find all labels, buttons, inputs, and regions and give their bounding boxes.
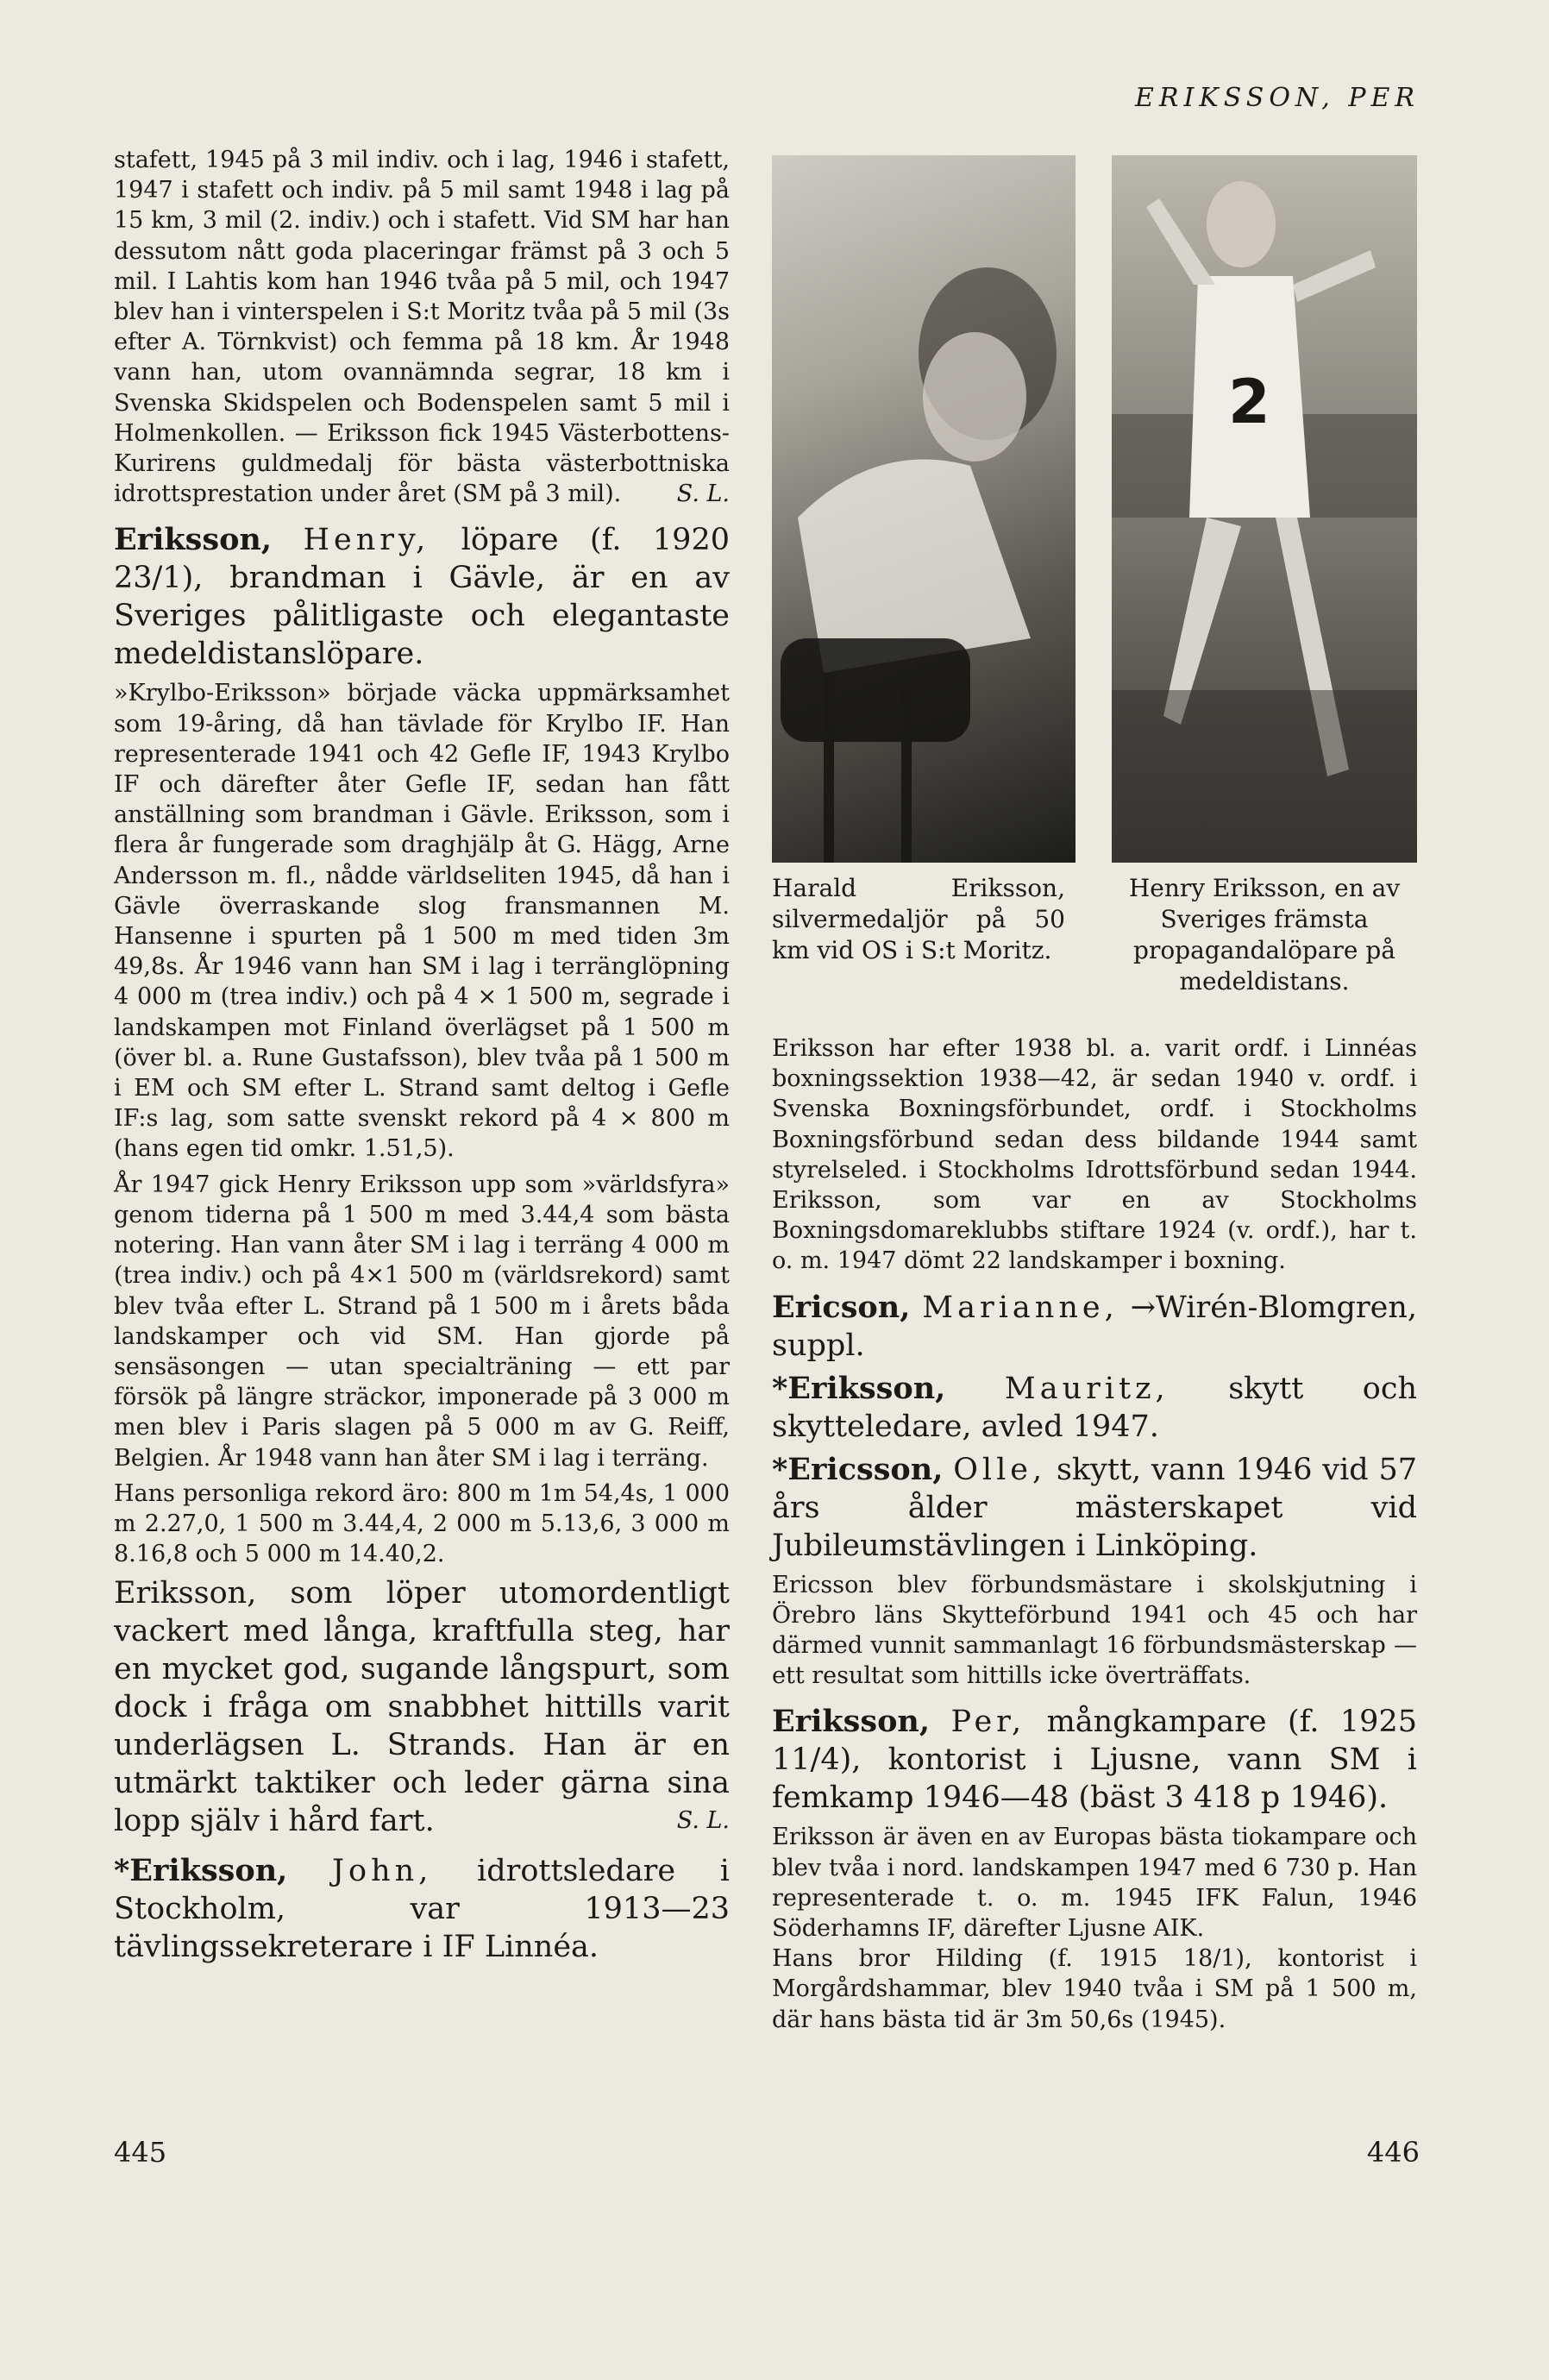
- paragraph: [114, 145, 730, 509]
- svg-text:2: 2: [1228, 367, 1270, 437]
- entry-description: mångkampare (f. 1925 11/4), kontorist i Ljusne, vann SM i femkamp 1946—48 (bäst 3 418 p 1946).: [772, 1705, 1417, 1816]
- left-column: [114, 145, 730, 1966]
- entry-description: skytt, vann 1946 vid 57 års ålder mästerskapet vid Jubileumstävlingen i Linköping.: [772, 1452, 1417, 1563]
- photo-pair: [772, 155, 1417, 863]
- photo-harald-eriksson: [772, 155, 1076, 863]
- signature: S. L.: [676, 1807, 730, 1835]
- caption-henry: Henry Eriksson, en av Sveriges främsta propagandalöpare på medeldistans.: [1128, 874, 1401, 995]
- right-column: [772, 1033, 1417, 2035]
- entry-heading-mauritz: [772, 1370, 1417, 1446]
- entry-heading-marianne: [772, 1289, 1417, 1365]
- entry-name: *Eriksson,: [772, 1370, 946, 1406]
- entry-heading-john: [114, 1852, 730, 1966]
- entry-name: Eriksson,: [114, 522, 273, 558]
- entry-given-name: Marianne,: [922, 1290, 1119, 1325]
- entry-description: →Wirén-Blomgren, suppl.: [772, 1290, 1417, 1363]
- entry-heading-per: [772, 1703, 1417, 1817]
- entry-given-name: Per,: [950, 1705, 1026, 1740]
- page-number-right: 446: [1366, 2136, 1420, 2169]
- entry-description: idrottsledare i Stockholm, var 1913—23 tävlingssekreterare i IF Linnéa.: [114, 1854, 730, 1965]
- entry-heading-olle: [772, 1451, 1417, 1565]
- paragraph: Ericsson blev förbundsmästare i skolskjutning i Örebro läns Skytteförbund 1941 och 45 och har därmed vunnit sammanlagt 16 förbundsmästerskap — ett resultat som hittills icke överträffats.: [772, 1571, 1417, 1690]
- photo-captions: [772, 873, 1417, 1002]
- paragraph: Hans personliga rekord äro: 800 m 1m 54,4s, 1 000 m 2.27,0, 1 500 m 3.44,4, 2 000 m 5.13,6, 3 000 m 8.16,8 och 5 000 m 14.40,2.: [114, 1479, 730, 1568]
- entry-given-name: Mauritz,: [1004, 1371, 1170, 1406]
- entry-description: skytt och skytteledare, avled 1947.: [772, 1371, 1417, 1444]
- entry-name: Eriksson,: [772, 1704, 931, 1740]
- runner-image: [1112, 155, 1417, 863]
- signature: S. L.: [676, 480, 730, 508]
- entry-name: *Eriksson,: [114, 1853, 288, 1889]
- skier-image: [772, 155, 1076, 863]
- body-text: stafett, 1945 på 3 mil indiv. och i lag, 1946 i stafett, 1947 i stafett och indiv. på 5 mil samt 1948 i lag på 15 km, 3 mil (2. indiv.) och i stafett. Vid SM har han dessutom nått goda placeringar främst på 3 och 5 mil. I Lahtis kom han 1946 tvåa på 5 mil, och 1947 blev han i vinterspelen i S:t Moritz tvåa på 5 mil (3s efter A. Törnkvist) och femma på 18 km. År 1948 vann han, utom ovannämnda segrar, 18 km i Svenska Skidspelen och Bodenspelen samt 5 mil i Holmenkollen. — Eriksson fick 1945 Västerbottens-Kurirens guldmedalj för bästa västerbottniska idrottsprestation under året (SM på 3 mil).: [114, 147, 730, 508]
- entry-description: löpare (f. 1920 23/1), brandman i Gävle, är en av Sveriges pålitligaste och elegantaste medeldistanslöpare.: [114, 523, 730, 672]
- entry-name: *Ericsson,: [772, 1451, 944, 1487]
- caption-harald: Harald Eriksson, silvermedaljör på 50 km vid OS i S:t Moritz.: [772, 874, 1065, 964]
- body-text: Eriksson, som löper utomordentligt vackert med långa, kraftfulla steg, har en mycket god, sugande långspurt, som dock i fråga om snabbhet hittills varit underlägsen L. Strands. Han är en utmärkt taktiker och leder gärna sina lopp själv i hård fart.: [114, 1576, 730, 1839]
- paragraph: »Krylbo-Eriksson» började väcka uppmärksamhet som 19-åring, då han tävlade för Krylbo IF. Han representerade 1941 och 42 Gefle IF, 1943 Krylbo IF och därefter åter Gefle IF, sedan han fått anställning som brandman i Gävle. Eriksson, som i flera år fungerade som draghjälp åt G. Hägg, Arne Andersson m. fl., nådde världseliten 1945, då han i Gävle överraskande slog fransmannen M. Hansenne i spurten på 1 500 m med tiden 3m 49,8s. År 1946 vann han SM i lag i terränglöpning 4 000 m (trea indiv.) och på 4 × 1 500 m, segrade i landskampen mot Finland överlägset på 1 500 m (över bl. a. Rune Gustafsson), blev tvåa på 1 500 m i EM och SM efter L. Strand samt deltog i Gefle IF:s lag, som satte svenskt rekord på 4 × 800 m (hans egen tid omkr. 1.51,5).: [114, 680, 730, 1163]
- entry-given-name: John,: [332, 1854, 433, 1889]
- paragraph: [114, 1574, 730, 1840]
- paragraph: Eriksson är även en av Europas bästa tiokampare och blev tvåa i nord. landskampen 1947 med 6 730 p. Han representerade t. o. m. 1945 IFK Falun, 1946 Söderhamns IF, därefter Ljusne AIK.: [772, 1824, 1417, 1943]
- running-head: ERIKSSON, PER: [1135, 83, 1420, 113]
- entry-given-name: Olle,: [953, 1452, 1047, 1487]
- entry-heading-henry: [114, 521, 730, 673]
- paragraph: År 1947 gick Henry Eriksson upp som »världsfyra» genom tiderna på 1 500 m med 3.44,4 som bästa notering. Han vann åter SM i lag i terräng 4 000 m (trea indiv.) och på 4×1 500 m (världsrekord) samt blev tvåa efter L. Strand på 1 500 m i årets båda landskamper och vid SM. Han gjorde på sensäsongen — utan specialträning — ett par försök på längre sträckor, imponerade på 3 000 m men blev i Paris slagen på 5 000 m av G. Reiff, Belgien. År 1948 vann han åter SM i lag i terräng.: [114, 1171, 730, 1472]
- photo-henry-eriksson: [1112, 155, 1417, 863]
- entry-name: Ericson,: [772, 1289, 911, 1325]
- entry-given-name: Henry,: [303, 523, 430, 558]
- paragraph: Eriksson har efter 1938 bl. a. varit ordf. i Linnéas boxningssektion 1938—42, är sedan 1940 v. ordf. i Svenska Boxningsförbundet, ordf. i Stockholms Boxningsförbund sedan dess bildande 1944 samt styrelseled. i Stockholms Idrottsförbund sedan 1944. Eriksson, som var en av Stockholms Boxningsdomareklubbs stiftare 1924 (v. ordf.), har t. o. m. 1947 dömt 22 landskamper i boxning.: [772, 1035, 1417, 1275]
- page-number-left: 445: [114, 2136, 167, 2169]
- paragraph: Hans bror Hilding (f. 1915 18/1), kontorist i Morgårdshammar, blev 1940 tvåa i SM på 1 500 m, där hans bästa tid är 3m 50,6s (1945).: [772, 1945, 1417, 2033]
